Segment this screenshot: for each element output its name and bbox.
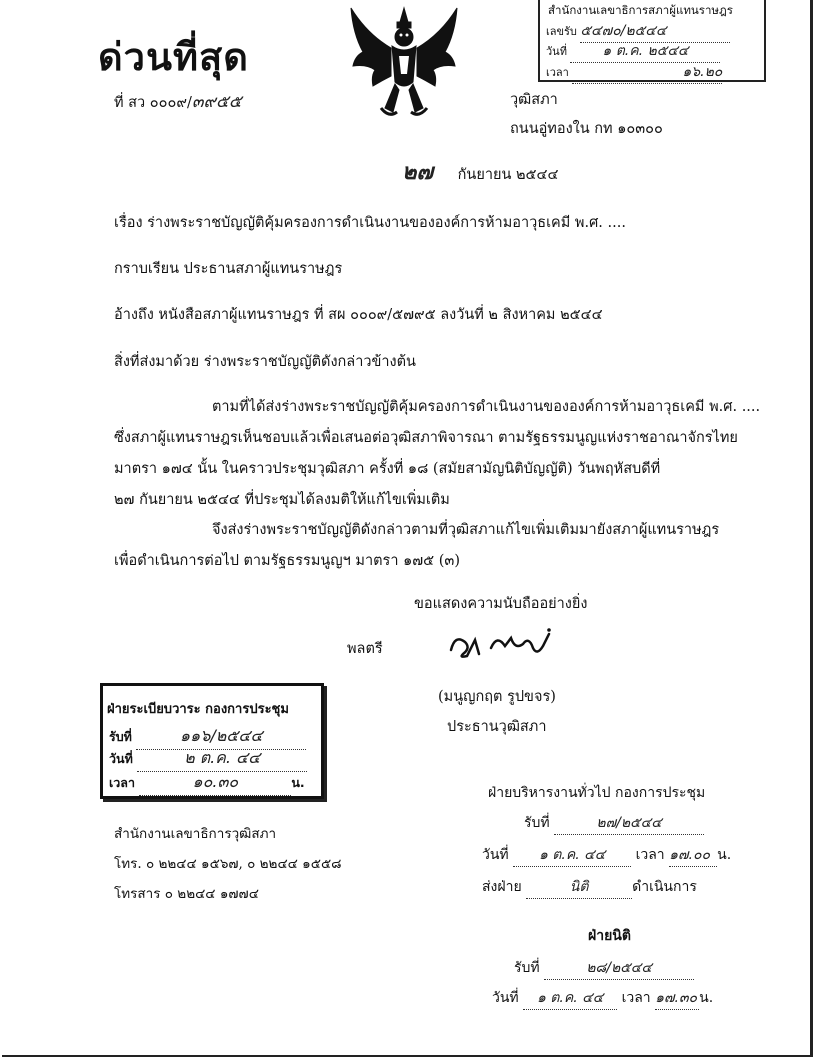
admin-stamp-time-value: ๑๗.๐๐: [669, 844, 717, 867]
agenda-stamp-time-suffix: น.: [291, 775, 305, 790]
footer-office: สำนักงานเลขาธิการวุฒิสภา: [114, 826, 277, 842]
agenda-stamp-time-label: เวลา: [109, 775, 135, 790]
footer-fax: โทรสาร ๐ ๒๒๔๔ ๑๗๗๔: [114, 886, 259, 902]
stamp-top-received-value: ๕๔๗๐/๒๕๔๔: [580, 20, 730, 43]
paragraph-1-line-2: ซึ่งสภาผู้แทนราษฎรเห็นชอบแล้วเพื่อเสนอต่อวุฒิสภาพิจารณา ตามรัฐธรรมนูญแห่งราชอาณาจักรไทย: [114, 430, 738, 446]
admin-stamp-recv-label: รับที่: [524, 815, 550, 831]
stamp-top-date-value: ๑ ต.ค. ๒๕๔๔: [570, 40, 720, 63]
paragraph-1-line-3: มาตรา ๑๗๔ นั้น ในคราวประชุมวุฒิสภา ครั้งที่ ๑๘ (สมัยสามัญนิติบัญญัติ) วันพฤหัสบดีที่: [114, 461, 661, 477]
reference-handwritten: ๓๙๕๕: [191, 92, 242, 112]
agenda-stamp-time-value: ๑๐.๓๐: [139, 770, 291, 796]
paragraph-1-line-1: ตามที่ได้ส่งร่างพระราชบัญญัติคุ้มครองการดำเนินงานขององค์การห้ามอาวุธเคมี พ.ศ. ....: [212, 399, 761, 415]
agenda-stamp-date-label: วันที่: [109, 751, 133, 766]
enclosure-line: สิ่งที่ส่งมาด้วย ร่างพระราชบัญญัติดังกล่าวข้างต้น: [114, 354, 416, 370]
signer-name: (มนูญกฤต รูปขจร): [438, 689, 556, 705]
date-month-year: กันยายน ๒๕๔๔: [457, 167, 559, 183]
garuda-emblem: [345, 4, 463, 126]
legal-stamp-recv-label: รับที่: [514, 960, 540, 976]
agenda-stamp: [100, 683, 324, 799]
legal-stamp-recv-value: ๒๘/๒๕๔๔: [544, 957, 694, 980]
stamp-top-time-label: เวลา: [546, 66, 569, 79]
signer-rank: พลตรี: [347, 641, 383, 657]
admin-stamp-title: ฝ่ายบริหารงานทั่วไป กองการประชุม: [488, 785, 706, 801]
agenda-stamp-recv-label: รับที่: [109, 729, 132, 744]
receipt-stamp-top: [538, 0, 766, 82]
reference-line: อ้างถึง หนังสือสภาผู้แทนราษฎร ที่ สผ ๐๐๐๙/๕๗๙๕ ลงวันที่ ๒ สิงหาคม ๒๕๔๔: [114, 307, 603, 323]
agenda-stamp-recv-value: ๑๑๖/๒๕๔๔: [136, 724, 306, 750]
urgency-heading: ด่วนที่สุด: [98, 35, 249, 79]
admin-stamp-send-label: ส่งฝ่าย: [482, 879, 522, 895]
admin-stamp-time-suffix: น.: [717, 847, 732, 863]
admin-stamp: [482, 782, 762, 902]
legal-stamp-time-value: ๑๗.๓๐: [655, 987, 699, 1010]
letter-date: [402, 160, 558, 186]
admin-stamp-time-label: เวลา: [635, 847, 665, 863]
admin-stamp-recv-value: ๒๗/๒๕๔๔: [554, 812, 704, 835]
reference-prefix: ที่ สว ๐๐๐๙/: [114, 95, 192, 111]
paragraph-2-line-2: เพื่อดำเนินการต่อไป ตามรัฐธรรมนูญฯ มาตรา ๑๗๕ (๓): [114, 553, 460, 569]
sender-address: ถนนอู่ทองใน กท ๑๐๓๐๐: [510, 121, 663, 137]
closing-phrase: ขอแสดงความนับถืออย่างยิ่ง: [414, 596, 588, 612]
legal-stamp: [492, 925, 752, 1015]
agenda-stamp-date-value: ๒ ต.ค. ๔๔: [137, 746, 307, 772]
legal-stamp-time-suffix: น.: [699, 990, 714, 1006]
reference-number: [114, 92, 242, 112]
stamp-top-title: สำนักงานเลขาธิการสภาผู้แทนราษฎร: [548, 3, 733, 17]
stamp-top-date-label: วันที่: [546, 45, 567, 58]
footer-tel: โทร. ๐ ๒๒๔๔ ๑๕๖๗, ๐ ๒๒๔๔ ๑๕๕๘: [114, 856, 342, 872]
signature-image: [445, 620, 565, 668]
legal-stamp-time-label: เวลา: [621, 990, 651, 1006]
legal-stamp-date-label: วันที่: [492, 990, 519, 1006]
admin-stamp-send-value: นิติ: [526, 876, 632, 899]
paragraph-2-line-1: จึงส่งร่างพระราชบัญญัติดังกล่าวตามที่วุฒิสภาแก้ไขเพิ่มเติมมายังสภาผู้แทนราษฎร: [212, 522, 720, 538]
signer-position: ประธานวุฒิสภา: [447, 719, 547, 735]
legal-stamp-date-value: ๑ ต.ค. ๔๔: [523, 987, 617, 1010]
paragraph-1-line-4: ๒๗ กันยายน ๒๕๔๔ ที่ประชุมได้ลงมติให้แก้ไขเพิ่มเติม: [114, 492, 450, 508]
addressee-line: กราบเรียน ประธานสภาผู้แทนราษฎร: [114, 261, 343, 277]
stamp-top-time-value: ๑๖.๒๐: [572, 61, 722, 84]
subject-line: เรื่อง ร่างพระราชบัญญัติคุ้มครองการดำเนินงานขององค์การห้ามอาวุธเคมี พ.ศ. ....: [114, 215, 626, 231]
agenda-stamp-title: ฝ่ายระเบียบวาระ กองการประชุม: [107, 702, 289, 717]
admin-stamp-action: ดำเนินการ: [632, 879, 697, 895]
admin-stamp-date-label: วันที่: [482, 847, 509, 863]
stamp-top-received-label: เลขรับ: [546, 25, 577, 38]
sender-office: วุฒิสภา: [510, 92, 558, 108]
date-day-handwritten: ๒๗: [402, 160, 434, 185]
legal-stamp-title: ฝ่ายนิติ: [588, 928, 631, 944]
admin-stamp-date-value: ๑ ต.ค. ๔๔: [513, 844, 631, 867]
